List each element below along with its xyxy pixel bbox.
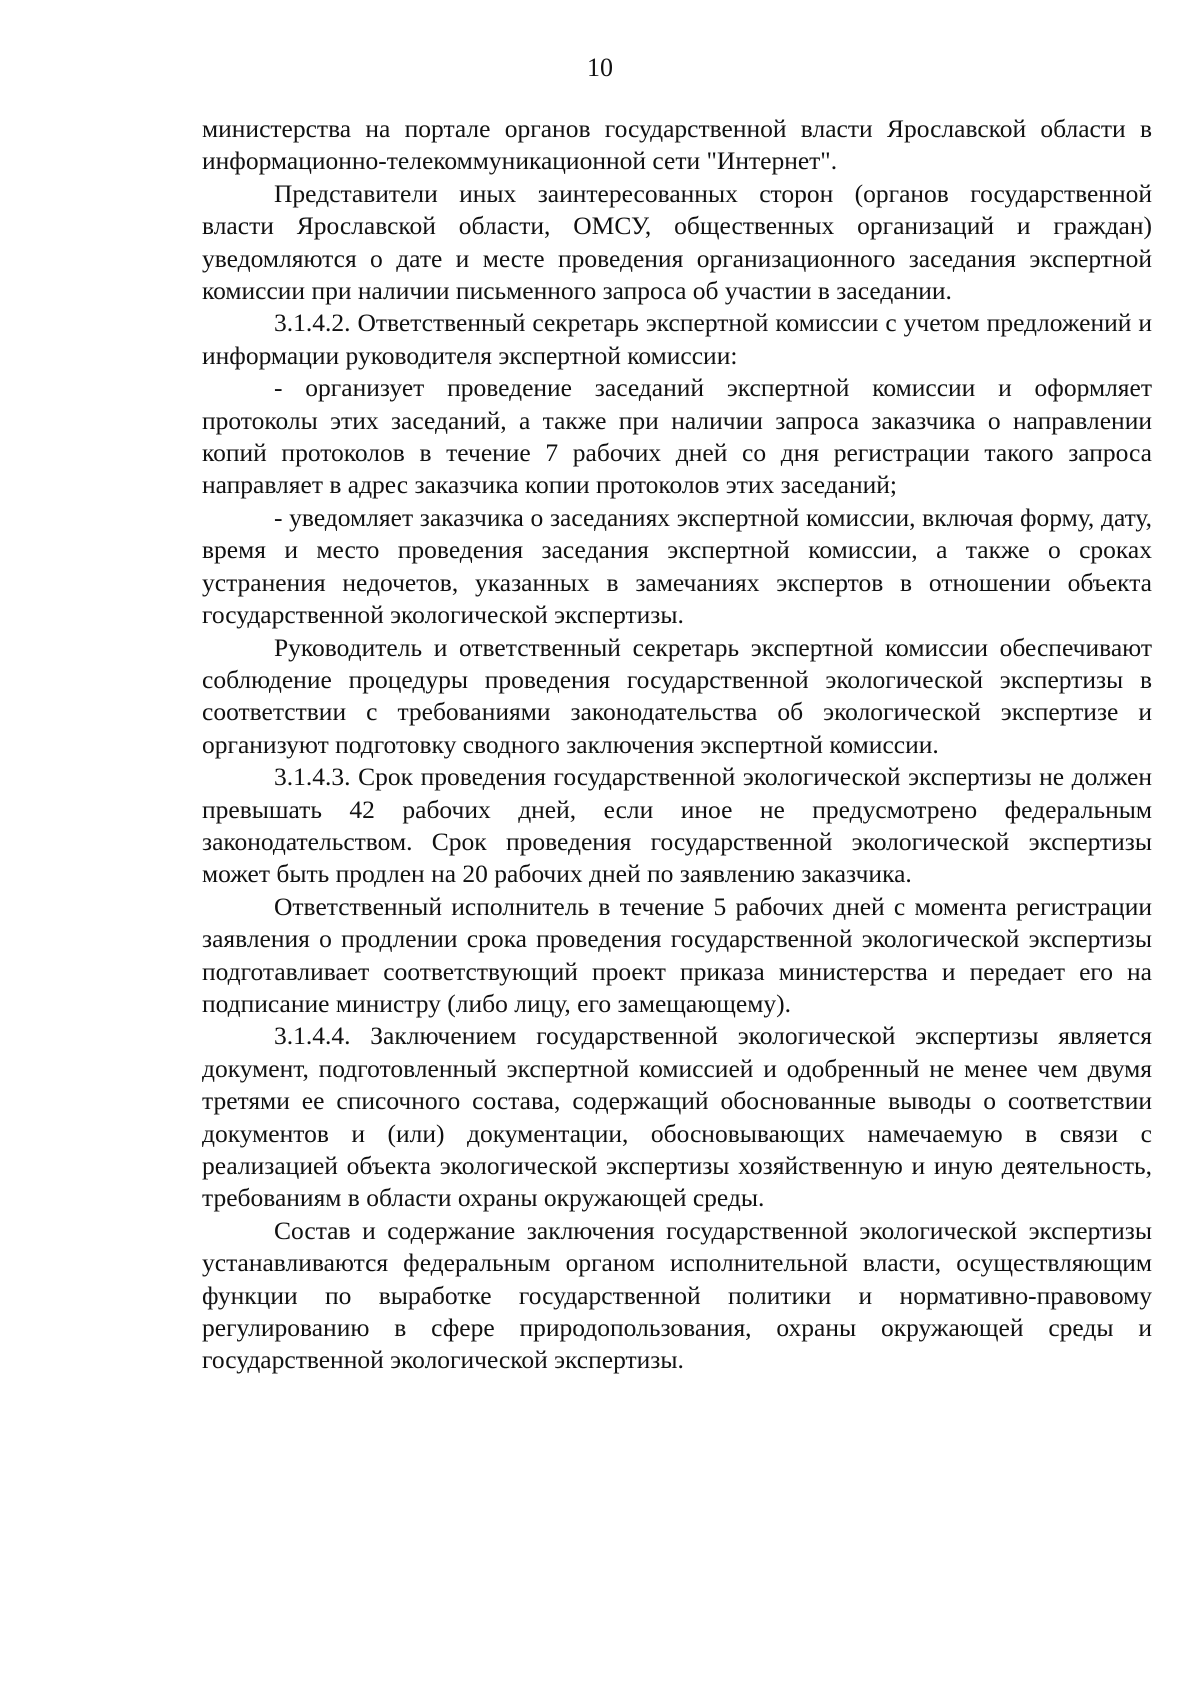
paragraph: министерства на портале органов государственной власти Ярославской области в информационно-телекоммуникационной сети "Интернет". [202,114,1152,176]
paragraph: - уведомляет заказчика о заседаниях экспертной комиссии, включая форму, дату, время и место проведения заседания экспертной комиссии, а также о сроках устранения недочетов, указанных в замечаниях экспертов в отношении объекта государственной экологической экспертизы. [202,502,1152,630]
paragraph: 3.1.4.3. Срок проведения государственной экологической экспертизы не должен превышать 42 рабочих дней, если иное не предусмотрено федеральным законодательством. Срок проведения государственной экологической экспертизы может быть продлен на 20 рабочих дней по заявлению заказчика. [202,762,1152,889]
paragraph: 3.1.4.2. Ответственный секретарь экспертной комиссии с учетом предложений и информации руководителя экспертной комиссии: [202,308,1152,370]
paragraph: Представители иных заинтересованных сторон (органов государственной власти Ярославской области, ОМСУ, общественных организаций и граждан) уведомляются о дате и месте проведения организационного заседания экспертной комиссии при наличии письменного запроса об участии в заседании. [202,178,1152,306]
paragraph: Ответственный исполнитель в течение 5 рабочих дней с момента регистрации заявления о продлении срока проведения государственной экологической экспертизы подготавливает соответствующий проект приказа министерства и передает его на подписание министру (либо лицу, его замещающему). [202,891,1152,1018]
paragraph: - организует проведение заседаний экспертной комиссии и оформляет протоколы этих заседаний, а также при наличии запроса заказчика о направлении копий протоколов в течение 7 рабочих дней со дня регистрации такого запроса направляет в адрес заказчика копии протоколов этих заседаний; [202,373,1152,500]
paragraph: Состав и содержание заключения государственной экологической экспертизы устанавливаются федеральным органом исполнительной власти, осуществляющим функции по выработке государственной политики и нормативно-правовому регулированию в сфере природопользования, охраны окружающей среды и государственной экологической экспертизы. [202,1215,1152,1375]
page-number: 10 [587,53,613,82]
paragraph: 3.1.4.4. Заключением государственной экологической экспертизы является документ, подготовленный экспертной комиссией и одобренный не менее чем двумя третями ее списочного состава, содержащий обоснованные выводы о соответствии документов и (или) документации, обосновывающих намечаемую в связи с реализацией объекта экологической экспертизы хозяйственную и иную деятельность, требованиям в области охраны окружающей среды. [202,1021,1152,1213]
document-body [202,113,1152,1377]
paragraph: Руководитель и ответственный секретарь экспертной комиссии обеспечивают соблюдение процедуры проведения государственной экологической экспертизы в соответствии с требованиями законодательства об экологической экспертизе и организуют подготовку сводного заключения экспертной комиссии. [202,632,1152,759]
